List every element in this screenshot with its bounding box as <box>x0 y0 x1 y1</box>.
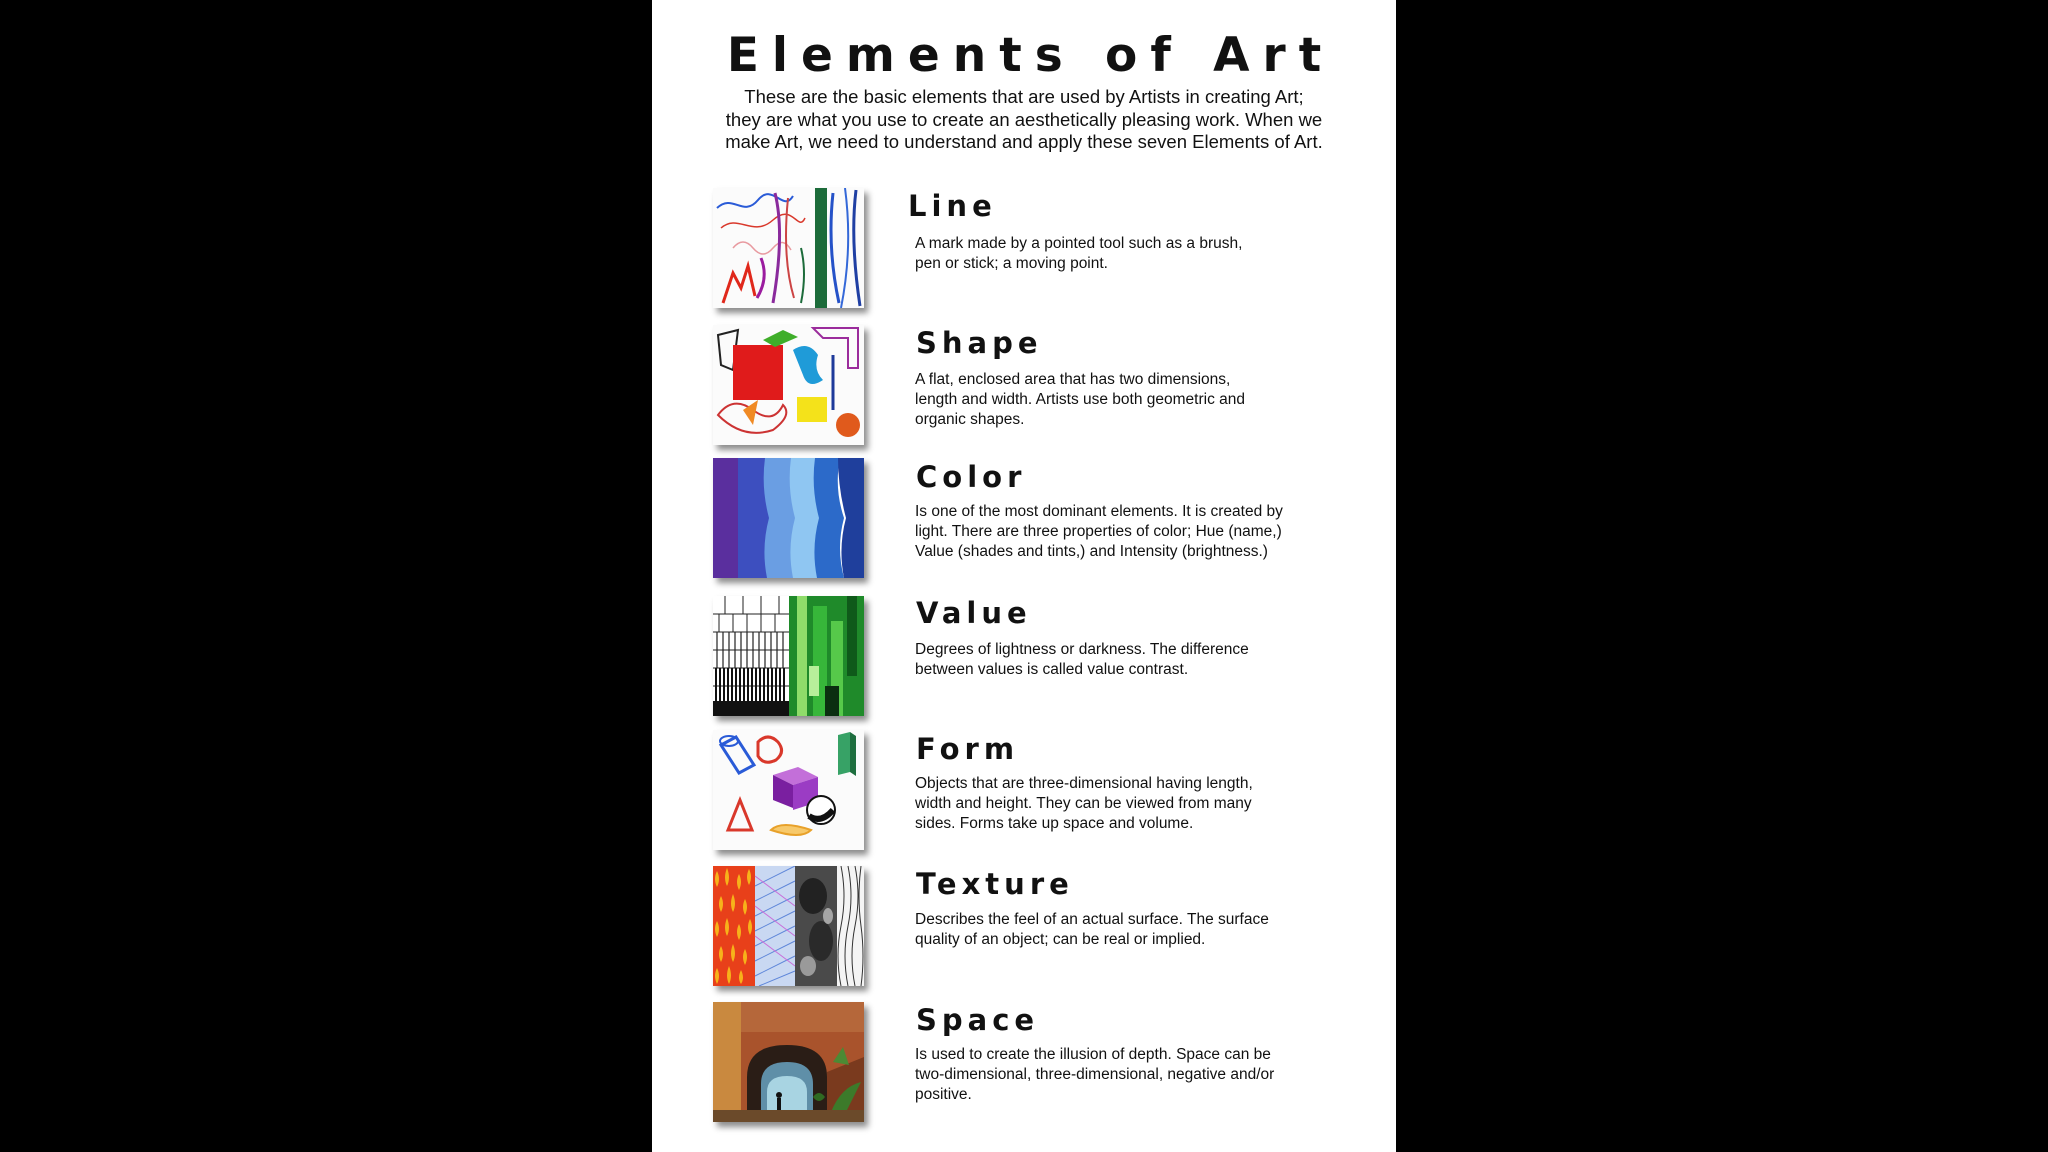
element-name-texture: Texture <box>916 867 1074 901</box>
element-name-form: Form <box>916 732 1020 766</box>
element-name-line: Line <box>908 189 997 223</box>
desc-line: sides. Forms take up space and volume. <box>915 815 1194 833</box>
desc-line: between values is called value contrast. <box>915 661 1189 679</box>
value-thumbnail <box>713 596 864 716</box>
space-thumbnail <box>713 1002 864 1122</box>
element-desc-value <box>915 640 1355 680</box>
element-desc-shape <box>915 370 1355 431</box>
line-thumbnail <box>713 188 864 308</box>
element-desc-form <box>915 774 1355 835</box>
element-desc-space <box>915 1045 1355 1106</box>
form-thumbnail <box>713 730 864 850</box>
desc-line: positive. <box>915 1086 972 1104</box>
desc-line: width and height. They can be viewed from many <box>915 795 1252 813</box>
intro-line: make Art, we need to understand and apply these seven Elements of Art. <box>725 131 1323 152</box>
desc-line: Objects that are three-dimensional having length, <box>915 775 1253 792</box>
desc-line: organic shapes. <box>915 411 1025 429</box>
poster-title: Elements of Art <box>726 28 1335 83</box>
intro-line: These are the basic elements that are used by Artists in creating Art; <box>744 86 1304 107</box>
element-desc-color <box>915 502 1355 563</box>
desc-line: Value (shades and tints,) and Intensity (brightness.) <box>915 543 1268 561</box>
element-name-space: Space <box>916 1003 1040 1037</box>
desc-line: two-dimensional, three-dimensional, negative and/or <box>915 1066 1275 1084</box>
element-desc-line <box>915 234 1355 274</box>
poster <box>652 0 1396 1152</box>
desc-line: Is used to create the illusion of depth. Space can be <box>915 1046 1271 1063</box>
desc-line: length and width. Artists use both geometric and <box>915 391 1246 409</box>
intro-text <box>700 86 1348 154</box>
element-desc-texture <box>915 910 1355 950</box>
desc-line: quality of an object; can be real or implied. <box>915 931 1206 949</box>
desc-line: Describes the feel of an actual surface. The surface <box>915 911 1269 928</box>
desc-line: light. There are three properties of color; Hue (name,) <box>915 523 1282 541</box>
desc-line: A mark made by a pointed tool such as a brush, <box>915 235 1243 252</box>
desc-line: Is one of the most dominant elements. It is created by <box>915 503 1283 520</box>
element-name-color: Color <box>916 460 1027 494</box>
intro-line: they are what you use to create an aesthetically pleasing work. When we <box>725 108 1323 130</box>
element-name-value: Value <box>916 596 1032 630</box>
texture-thumbnail <box>713 866 864 986</box>
element-name-shape: Shape <box>916 326 1043 360</box>
desc-line: A flat, enclosed area that has two dimensions, <box>915 371 1231 388</box>
desc-line: pen or stick; a moving point. <box>915 255 1108 273</box>
shape-thumbnail <box>713 325 864 445</box>
desc-line: Degrees of lightness or darkness. The difference <box>915 641 1249 658</box>
color-thumbnail <box>713 458 864 578</box>
